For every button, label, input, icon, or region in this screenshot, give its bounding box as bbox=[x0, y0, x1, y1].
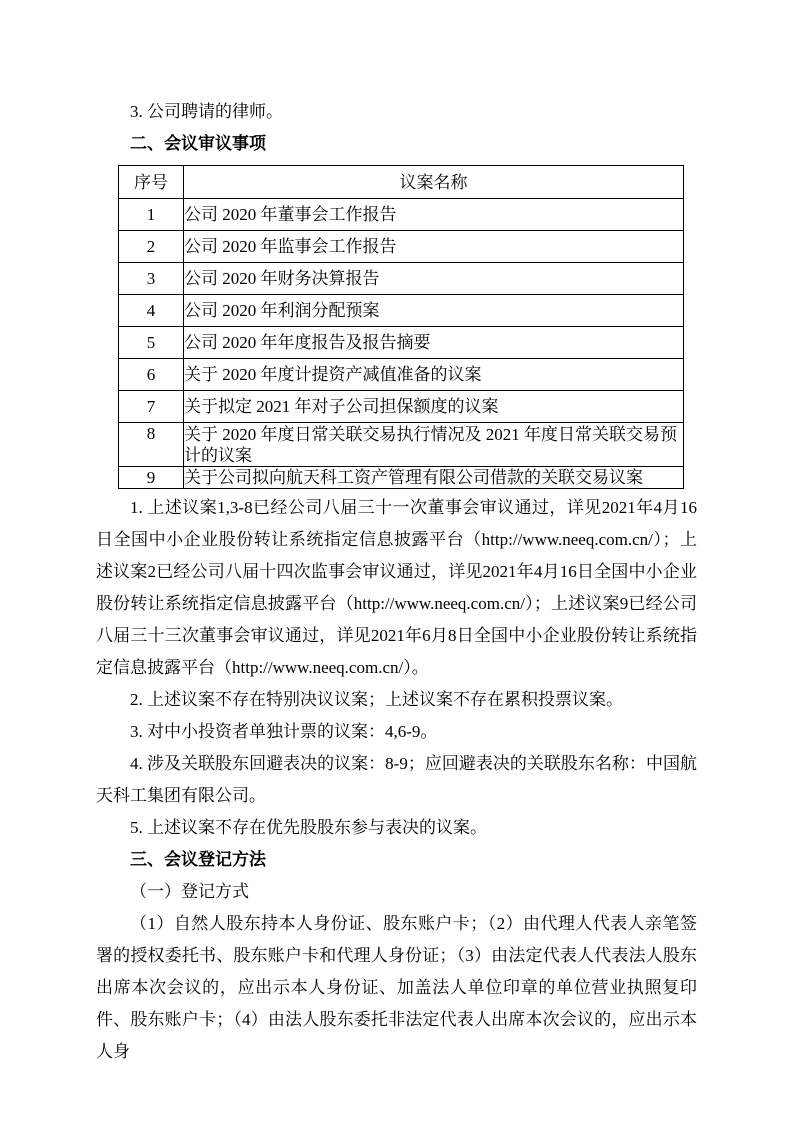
table-header-row bbox=[119, 166, 684, 199]
table-row bbox=[119, 467, 684, 489]
proposal-name-cell: 关于公司拟向航天科工资产管理有限公司借款的关联交易议案 bbox=[184, 467, 684, 489]
proposal-name-cell: 关于 2020 年度日常关联交易执行情况及 2021 年度日常关联交易预计的议案 bbox=[184, 423, 684, 467]
row-number-cell: 3 bbox=[119, 263, 184, 295]
table-row bbox=[119, 231, 684, 263]
note-paragraph-4: 4. 涉及关联股东回避表决的议案：8-9；应回避表决的关联股东名称：中国航天科工集团有限公司。 bbox=[96, 754, 697, 805]
row-number-cell: 9 bbox=[119, 467, 184, 489]
row-number-cell: 2 bbox=[119, 231, 184, 263]
note-paragraph-5: 5. 上述议案不存在优先股股东参与表决的议案。 bbox=[130, 818, 487, 837]
header-cell-name: 议案名称 bbox=[184, 166, 684, 199]
proposal-name-cell: 公司 2020 年年度报告及报告摘要 bbox=[184, 327, 684, 359]
row-number-cell: 5 bbox=[119, 327, 184, 359]
row-number-cell: 4 bbox=[119, 295, 184, 327]
header-cell-no: 序号 bbox=[119, 166, 184, 199]
table-row bbox=[119, 199, 684, 231]
proposal-name-cell: 公司 2020 年利润分配预案 bbox=[184, 295, 684, 327]
proposal-name-cell: 公司 2020 年监事会工作报告 bbox=[184, 231, 684, 263]
proposal-name-cell: 公司 2020 年财务决算报告 bbox=[184, 263, 684, 295]
table-row bbox=[119, 263, 684, 295]
intro-line: 3. 公司聘请的律师。 bbox=[130, 102, 283, 121]
proposals-table bbox=[118, 165, 684, 489]
table-row bbox=[119, 359, 684, 391]
proposal-name-cell: 关于 2020 年度计提资产减值准备的议案 bbox=[184, 359, 684, 391]
table-row bbox=[119, 391, 684, 423]
table-row bbox=[119, 423, 684, 467]
table-row bbox=[119, 295, 684, 327]
section3-heading: 三、会议登记方法 bbox=[130, 850, 266, 869]
note-paragraph-3: 3. 对中小投资者单独计票的议案：4,6-9。 bbox=[130, 722, 438, 741]
section2-heading: 二、会议审议事项 bbox=[130, 134, 266, 153]
row-number-cell: 6 bbox=[119, 359, 184, 391]
note-paragraph-1: 1. 上述议案1,3-8已经公司八届三十一次董事会审议通过，详见2021年4月16日全国中小企业股份转让系统指定信息披露平台（http://www.neeq.com.cn/）；上述议案2已经公司八届十四次监事会审议通过，详见2021年4月16日全国中小企业股份转让系统指定信息披露平台（http://www.neeq.com.cn/）；上述议案9已经公司八届三十三次董事会审议通过，详见2021年6月8日全国中小企业股份转让系统指定信息披露平台（http://www.neeq.com.cn/）。 bbox=[96, 498, 697, 677]
row-number-cell: 8 bbox=[119, 423, 184, 467]
note-paragraph-2: 2. 上述议案不存在特别决议议案；上述议案不存在累积投票议案。 bbox=[130, 690, 623, 709]
row-number-cell: 1 bbox=[119, 199, 184, 231]
table-row bbox=[119, 327, 684, 359]
proposal-name-cell: 公司 2020 年董事会工作报告 bbox=[184, 199, 684, 231]
row-number-cell: 7 bbox=[119, 391, 184, 423]
proposal-name-cell: 关于拟定 2021 年对子公司担保额度的议案 bbox=[184, 391, 684, 423]
registration-paragraph: （1）自然人股东持本人身份证、股东账户卡；（2）由代理人代表人亲笔签署的授权委托书、股东账户卡和代理人身份证；（3）由法定代表人代表法人股东出席本次会议的，应出示本人身份证、加盖法人单位印章的单位营业执照复印件、股东账户卡；（4）由法人股东委托非法定代表人出席本次会议的，应出示本人身 bbox=[96, 914, 697, 1061]
section3-subheading: （一）登记方式 bbox=[130, 882, 249, 901]
